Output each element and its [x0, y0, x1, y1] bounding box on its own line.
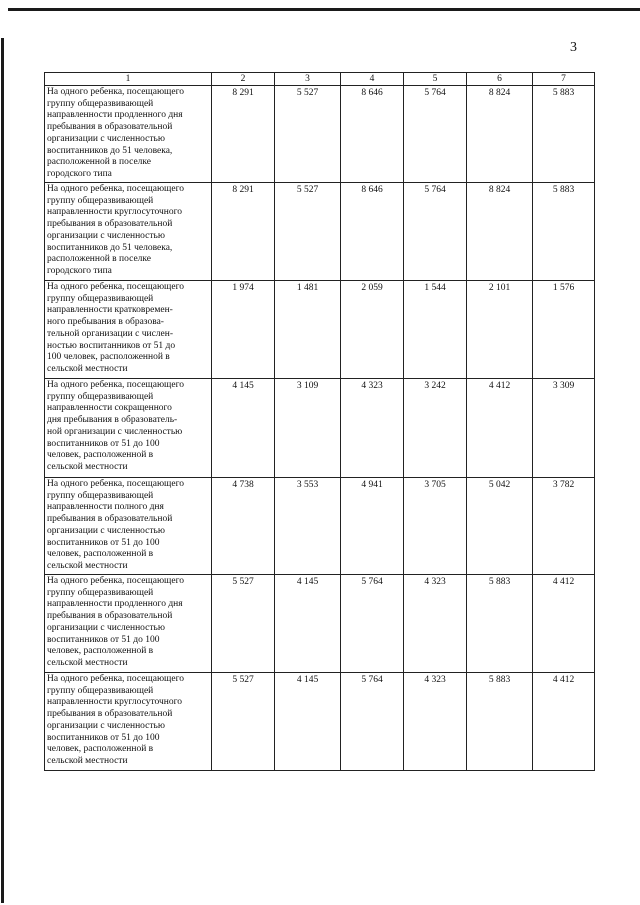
value-cell: 4 323	[341, 379, 404, 478]
value-cell: 4 323	[404, 673, 467, 771]
value-cell: 5 883	[467, 575, 533, 673]
column-header: 6	[467, 73, 533, 86]
value-cell: 4 145	[212, 379, 275, 478]
value-cell: 5 042	[467, 478, 533, 575]
value-cell: 8 291	[212, 183, 275, 281]
value-cell: 2 101	[467, 281, 533, 379]
value-cell: 5 527	[212, 673, 275, 771]
value-cell: 4 412	[467, 379, 533, 478]
value-cell: 8 824	[467, 86, 533, 183]
value-cell: 8 646	[341, 86, 404, 183]
column-header: 4	[341, 73, 404, 86]
value-cell: 5 527	[275, 183, 341, 281]
table-row	[45, 478, 595, 575]
value-cell: 4 738	[212, 478, 275, 575]
left-margin-mark	[1, 38, 4, 903]
value-cell: 2 059	[341, 281, 404, 379]
page-number: 3	[570, 40, 577, 55]
table-row	[45, 673, 595, 771]
value-cell: 5 764	[341, 673, 404, 771]
row-description: На одного ребенка, посещающего группу общеразвивающей направленности круглосуточного пребывания в образовательной организации с численностью воспитанников от 51 до 100 человек, расположенной в сельской местности	[45, 673, 212, 771]
column-header: 5	[404, 73, 467, 86]
row-description: На одного ребенка, посещающего группу общеразвивающей направленности продленного дня пребывания в образовательной организации с численностью воспитанников до 51 человека, расположенной в поселке городского типа	[45, 86, 212, 183]
value-cell: 5 764	[404, 183, 467, 281]
value-cell: 8 824	[467, 183, 533, 281]
table-row	[45, 379, 595, 478]
value-cell: 5 883	[533, 183, 595, 281]
value-cell: 1 974	[212, 281, 275, 379]
column-header: 3	[275, 73, 341, 86]
row-description: На одного ребенка, посещающего группу общеразвивающей направленности сокращенного дня пребывания в образователь- ной организации с численностью воспитанников от 51 до 100 человек, расположенной в сельской местности	[45, 379, 212, 478]
rates-table	[44, 72, 595, 771]
value-cell: 4 412	[533, 575, 595, 673]
value-cell: 5 764	[404, 86, 467, 183]
value-cell: 3 553	[275, 478, 341, 575]
column-header: 2	[212, 73, 275, 86]
table-row	[45, 86, 595, 183]
value-cell: 1 544	[404, 281, 467, 379]
value-cell: 3 309	[533, 379, 595, 478]
top-rule	[8, 8, 640, 11]
table-body	[45, 73, 595, 771]
column-header: 1	[45, 73, 212, 86]
value-cell: 4 145	[275, 673, 341, 771]
value-cell: 3 109	[275, 379, 341, 478]
row-description: На одного ребенка, посещающего группу общеразвивающей направленности кратковремен- ного пребывания в образова- тельной организации с числен- ностью воспитанников от 51 до 100 человек, расположенной в сельской местности	[45, 281, 212, 379]
value-cell: 3 782	[533, 478, 595, 575]
value-cell: 4 323	[404, 575, 467, 673]
value-cell: 3 705	[404, 478, 467, 575]
table-row	[45, 183, 595, 281]
column-header: 7	[533, 73, 595, 86]
value-cell: 8 291	[212, 86, 275, 183]
table-row	[45, 281, 595, 379]
value-cell: 5 527	[275, 86, 341, 183]
value-cell: 5 764	[341, 575, 404, 673]
value-cell: 5 883	[533, 86, 595, 183]
row-description: На одного ребенка, посещающего группу общеразвивающей направленности продленного дня пребывания в образовательной организации с численностью воспитанников от 51 до 100 человек, расположенной в сельской местности	[45, 575, 212, 673]
value-cell: 5 527	[212, 575, 275, 673]
value-cell: 3 242	[404, 379, 467, 478]
value-cell: 1 481	[275, 281, 341, 379]
value-cell: 4 145	[275, 575, 341, 673]
value-cell: 4 941	[341, 478, 404, 575]
table-header-row	[45, 73, 595, 86]
value-cell: 8 646	[341, 183, 404, 281]
value-cell: 4 412	[533, 673, 595, 771]
table-row	[45, 575, 595, 673]
row-description: На одного ребенка, посещающего группу общеразвивающей направленности круглосуточного пребывания в образовательной организации с численностью воспитанников до 51 человека, расположенной в поселке городского типа	[45, 183, 212, 281]
value-cell: 5 883	[467, 673, 533, 771]
row-description: На одного ребенка, посещающего группу общеразвивающей направленности полного дня пребывания в образовательной организации с численностью воспитанников от 51 до 100 человек, расположенной в сельской местности	[45, 478, 212, 575]
value-cell: 1 576	[533, 281, 595, 379]
